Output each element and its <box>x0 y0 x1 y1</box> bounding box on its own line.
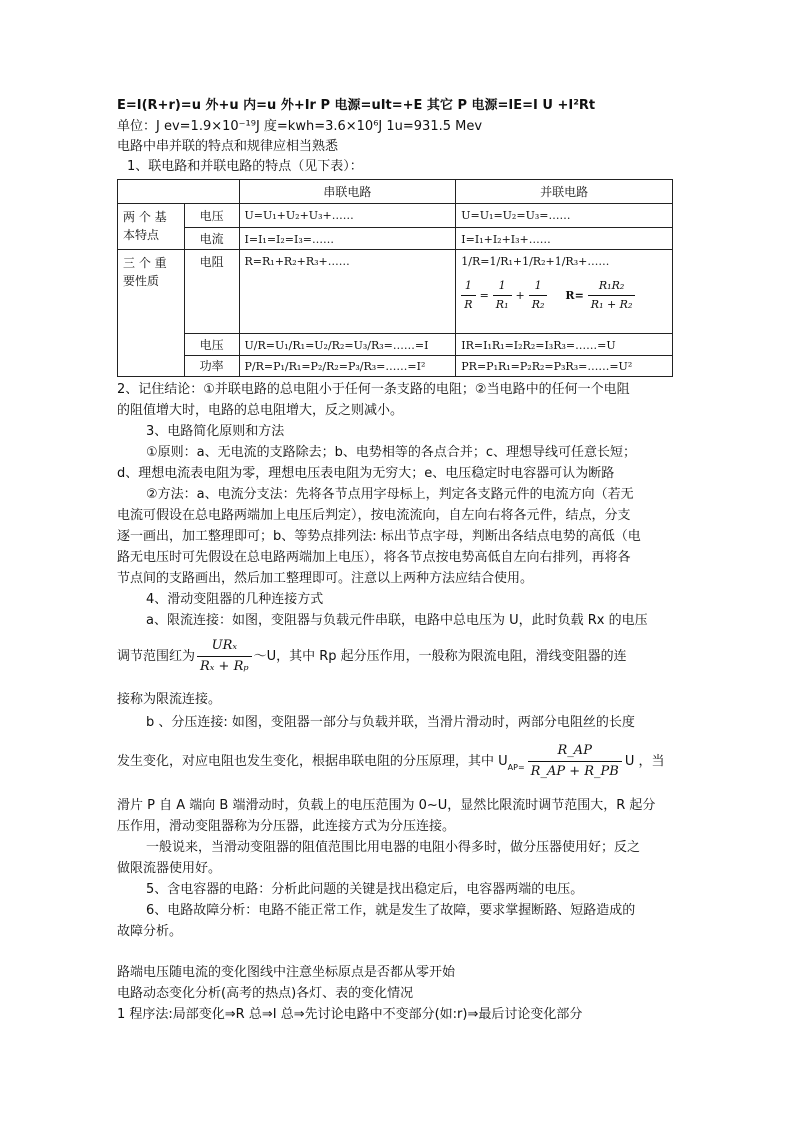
group-basic-features: 两 个 基 本特点 <box>118 204 185 250</box>
divider-connection-line-1: b 、分压连接: 如图，变阻器一部分与负载并联，当滑片滑动时，两部分电阻丝的长度 <box>146 715 635 730</box>
cell-parallel-current: I=I₁+I₂+I₃+…… <box>456 228 673 250</box>
divider-connection-line-2: 发生变化，对应电阻也发生变化，根据串联电阻的分压原理，其中 U AP= $\frac{R\_AP}{R\_AP + R\_PB}$ U ，当 <box>117 741 664 782</box>
method-line-1: ②方法：a、电流分支法：先将各节点用字母标上，判定各支路元件的电流方向（若无 <box>146 487 634 502</box>
row-label-voltage: 电压 <box>184 204 239 228</box>
limit-connection-line-1: a、限流连接：如图，变阻器与负载元件串联，电路中总电压为 U，此时负载 Rx 的电压 <box>146 613 648 628</box>
cell-series-voltage: U=U₁+U₂+U₃+…… <box>239 204 456 228</box>
general-note-line-1: 一般说来，当滑动变阻器的阻值范围比用电器的电阻小得多时，做分压器使用好；反之 <box>146 840 641 855</box>
header-series: 串联电路 <box>239 180 456 204</box>
conclusion-line-1: 2、记住结论：①并联电路的总电阻小于任何一条支路的电阻；②当电路中的任何一个电阻 <box>117 382 630 397</box>
conclusion-line-2: 的阻值增大时，电路的总电阻增大，反之则减小。 <box>117 403 404 418</box>
cell-series-power: P/R=P₁/R₁=P₂/R₂=P₃/R₃=……=I² <box>239 356 456 377</box>
dynamic-analysis-heading: 电路动态变化分析(高考的热点)各灯、表的变化情况 <box>117 986 414 1001</box>
table-corner-cell <box>118 180 240 204</box>
cell-series-resistance: R=R₁+R₂+R₃+…… <box>239 250 456 334</box>
section-3-heading: 3、电路简化原则和方法 <box>146 424 285 439</box>
frac-one-over-r2: $\frac{1}{\text{R₂}}$ <box>529 277 548 314</box>
cell-parallel-voltage-2: IR=I₁R₁=I₂R₂=I₃R₃=……=U <box>456 334 673 356</box>
section-4-heading: 4、滑动变阻器的几种连接方式 <box>146 592 324 607</box>
method-line-3: 逐一画出，加工整理即可；b、等势点排列法: 标出节点字母，判断出各结点电势的高低（电 <box>117 529 641 544</box>
limit-connection-line-2: 调节范围红为 $\frac{\text{URₓ}}{\text{Rₓ + Rₚ}}$ ～U，其中 Rp 起分压作用，一般称为限流电阻，滑线变阻器的连 <box>117 636 627 677</box>
fault-analysis-line-1: 6、电路故障分析：电路不能正常工作，就是发生了故障，要求掌握断路、短路造成的 <box>146 903 636 918</box>
units-line: 单位：J ev=1.9×10⁻¹⁹J 度=kwh=3.6×10⁶J 1u=931.5 Mev <box>117 119 483 134</box>
cell-series-current: I=I₁=I₂=I₃=…… <box>239 228 456 250</box>
intro-line: 电路中串并联的特点和规律应相当熟悉 <box>117 139 339 154</box>
limit-range-fraction: $\frac{\text{URₓ}}{\text{Rₓ + Rₚ}}$ <box>197 636 252 677</box>
limit-connection-line-3: 接称为限流连接。 <box>117 692 222 707</box>
divider-voltage-fraction: $\frac{R\_AP}{R\_AP + R\_PB}$ <box>528 741 622 782</box>
row-label-resistance: 电阻 <box>184 250 239 334</box>
parallel-resistance-formula: $\frac{1}{R}$ = $\frac{1}{\text{R₁}}$ + $\frac{1}{\text{R₂}}$ R= $\frac{\text{R₁R₂}}{\text{R₁ + R₂}}$ <box>461 277 667 314</box>
capacitor-circuit-line: 5、含电容器的电路：分析此问题的关键是找出稳定后，电容器两端的电压。 <box>146 882 584 897</box>
parallel-resistance-text: 1/R=1/R₁+1/R₂+1/R₃+…… <box>461 255 610 268</box>
formula-line: E=I(R+r)=u 外+u 内=u 外+Ir P 电源=uIt=+E 其它 P 电源=IE=I U +I²Rt <box>117 98 596 113</box>
cell-parallel-voltage: U=U₁=U₂=U₃=…… <box>456 204 673 228</box>
table-caption: 1、联电路和并联电路的特点（见下表）： <box>127 159 363 174</box>
terminal-voltage-note: 路端电压随电流的变化图线中注意坐标原点是否都从零开始 <box>117 965 456 980</box>
circuit-comparison-table <box>117 179 673 377</box>
row-label-power: 功率 <box>184 356 239 377</box>
frac-one-over-r: $\frac{1}{R}$ <box>461 277 475 314</box>
row-label-current: 电流 <box>184 228 239 250</box>
cell-series-voltage-2: U/R=U₁/R₁=U₂/R₂=U₃/R₃=……=I <box>239 334 456 356</box>
method-line-4: 路无电压时可先假设在总电路两端加上电压），将各节点按电势高低自左向右排列，再将各 <box>117 550 631 565</box>
method-line-5: 节点间的支路画出，然后加工整理即可。注意以上两种方法应结合使用。 <box>117 571 534 586</box>
cell-parallel-resistance <box>456 250 673 334</box>
procedure-method-line: 1 程序法:局部变化⇒R 总⇒I 总⇒先讨论电路中不变部分(如:r)⇒最后讨论变化部分 <box>117 1007 583 1022</box>
row-label-voltage-2: 电压 <box>184 334 239 356</box>
fault-analysis-line-2: 故障分析。 <box>117 924 183 939</box>
principle-line-1: ①原则：a、无电流的支路除去；b、电势相等的各点合并；c、理想导线可任意长短； <box>146 445 637 460</box>
cell-parallel-power: PR=P₁R₁=P₂R₂=P₃R₃=……=U² <box>456 356 673 377</box>
frac-product-over-sum: $\frac{\text{R₁R₂}}{\text{R₁ + R₂}}$ <box>588 277 636 314</box>
header-parallel: 并联电路 <box>456 180 673 204</box>
method-line-2: 电流可假设在总电路两端加上电压后判定），按电流流向，自左向右将各元件，结点，分支 <box>117 508 631 523</box>
frac-one-over-r1: $\frac{1}{\text{R₁}}$ <box>493 277 512 314</box>
divider-connection-line-4: 压作用，滑动变阻器称为分压器，此连接方式为分压连接。 <box>117 819 456 834</box>
divider-connection-line-3: 滑片 P 自 A 端向 B 端滑动时，负载上的电压范围为 0~U，显然比限流时调节范围大，R 起分 <box>117 798 656 813</box>
principle-line-2: d、理想电流表电阻为零，理想电压表电阻为无穷大；e、电压稳定时电容器可认为断路 <box>117 466 615 481</box>
group-important-properties: 三 个 重 要性质 <box>118 250 185 377</box>
general-note-line-2: 做限流器使用好。 <box>117 861 222 876</box>
